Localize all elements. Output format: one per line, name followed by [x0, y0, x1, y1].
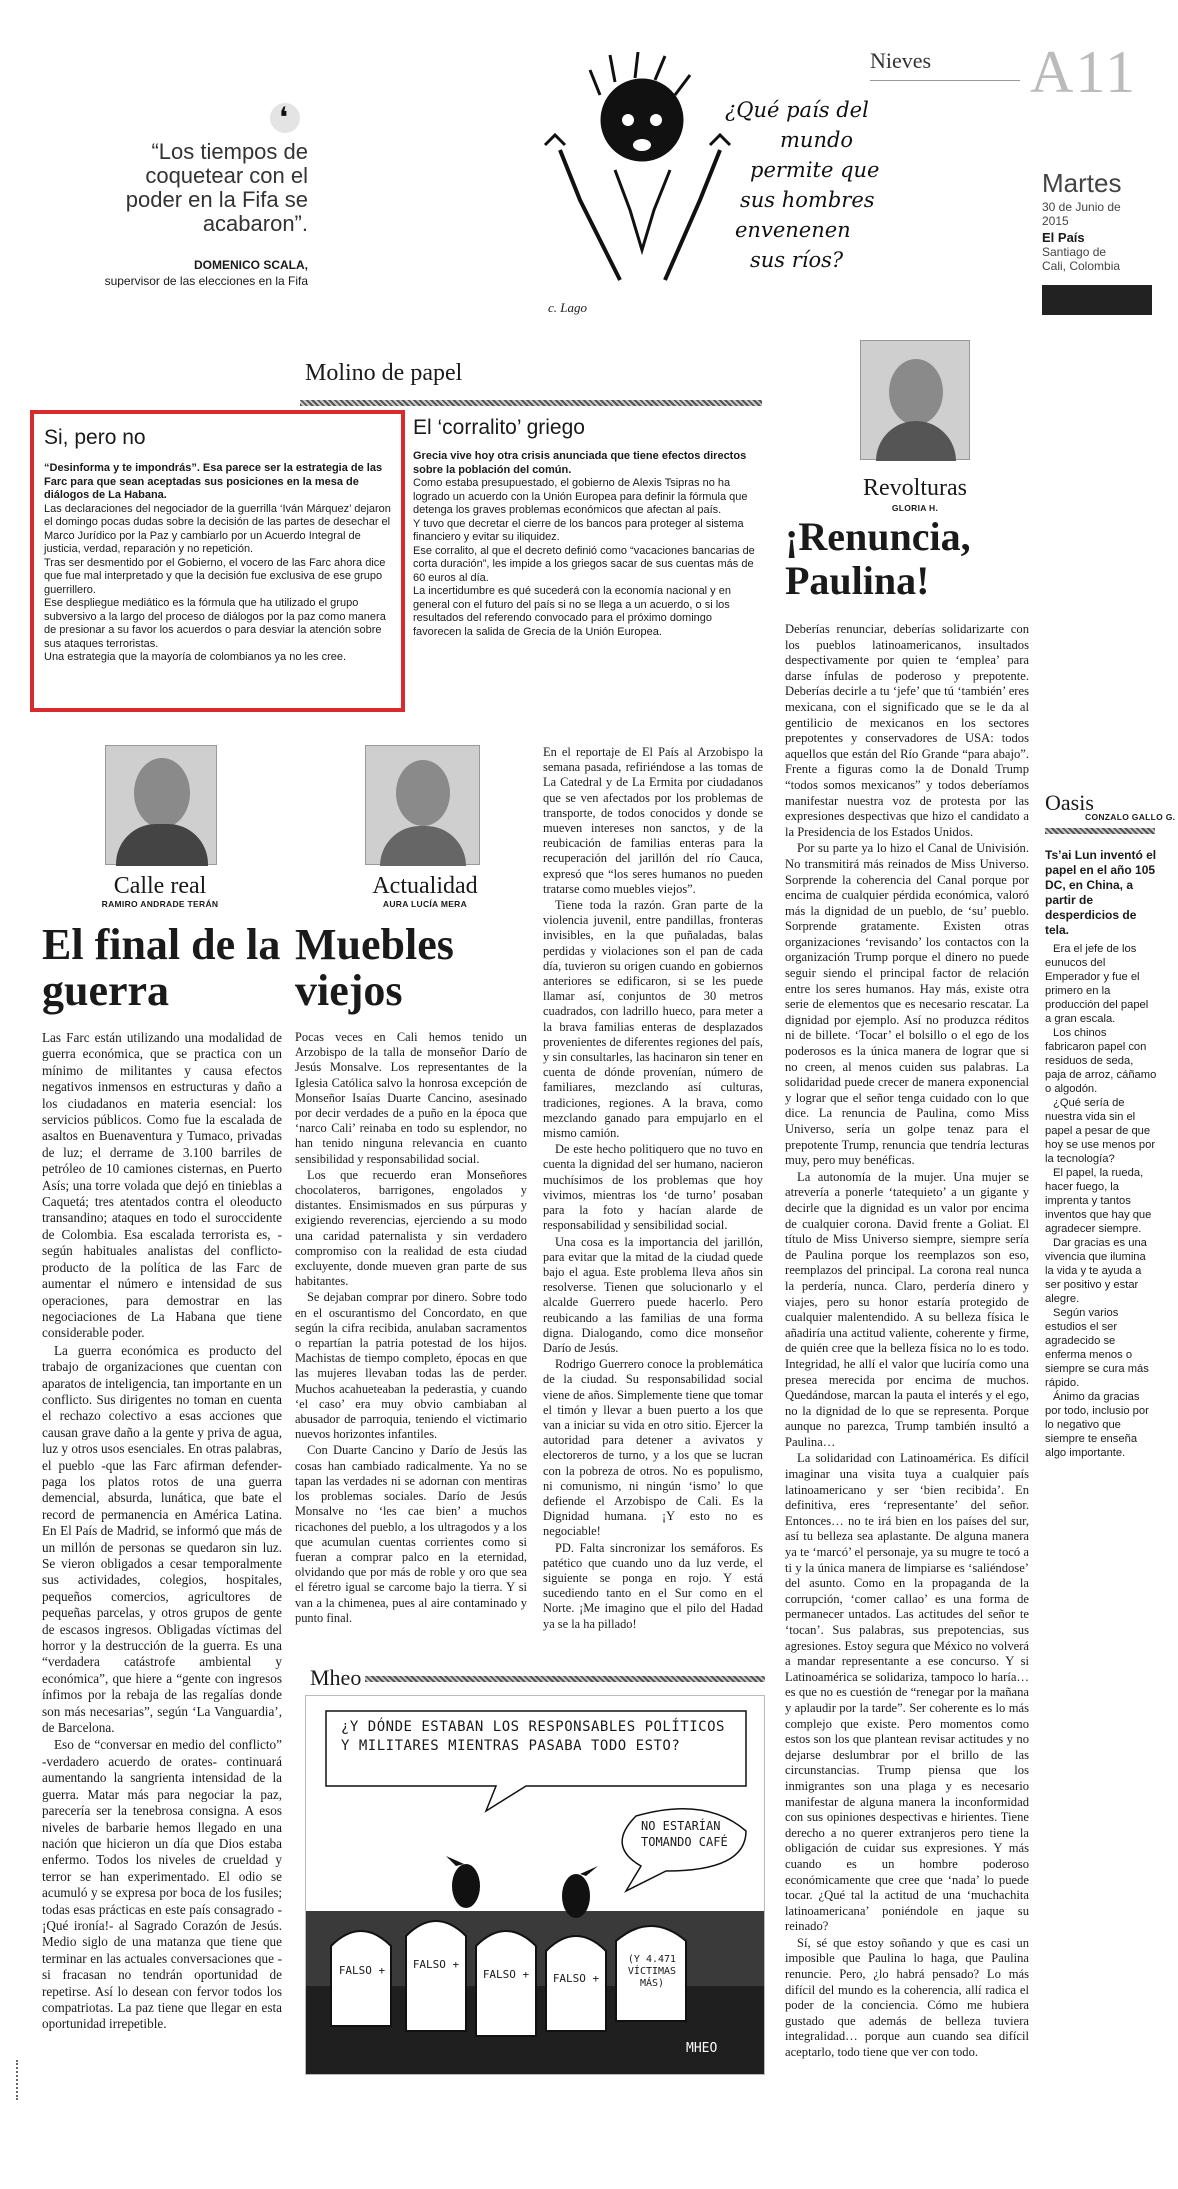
revolturas-paragraph: La autonomía de la mujer. Una mujer se atrevería a ponerle ‘tatequieto’ a un gigante y decirle que la dignidad es un valor por encima de cualquier corona. David frente a Goliat. El título de Miss Universo siempre, siempre sería de Paulina porque los reemplazos son eso, reemplazos del principal. La corona real nunca la perdería, nunca. Claro, perdería dinero y viajes, pero su honor estaría protegido de cualquier malentendido. A su belleza física le añadiría una actitud valiente, coherente y firme, de quién cree que la belleza física no lo es todo. Integridad, he allí el valor que luciría como una presea merecida por encima de muchos. Quedándose, marcan la pauta el interés y el ego, no la dignidad de lo que se representa. Porque aunque no parezca, Trump también insultó a Paulina…: [785, 1169, 1029, 1449]
mheo-bubble-1: ¿Y DÓNDE ESTABAN LOS RESPONSABLES POLÍTICOS Y MILITARES MIENTRAS PASABA TODO ESTO?: [341, 1719, 725, 1754]
mheo-last-stone-label: (Y 4.471 VÍCTIMAS MÁS): [627, 1954, 677, 1989]
actualidad-col-2: [543, 745, 763, 1633]
actualidad-paragraph: Los que recuerdo eran Monseñores chocolateros, barrigones, engolados y distantes. Ensimismados en sus púrpuras y exigiendo reverencias, ejerciendo a su modo una caridad paternalista y sin verdadero compromiso con la realidad de esta ciudad excluyente, donde mueven gran parte de sus habitantes.: [295, 1167, 527, 1289]
molino-item-2-p: Ese corralito, al que el decreto definió como “vacaciones bancarias de corta duración”, les impide a los griegos sacar de sus cuentas más de 60 euros al día.: [413, 544, 755, 584]
quote-text: “Los tiempos de coquetear con el poder en la Fifa se acabaron”.: [125, 139, 308, 236]
revolturas-portrait: [860, 340, 970, 460]
actualidad-paragraph: Pocas veces en Cali hemos tenido un Arzobispo de la talla de monseñor Darío de Jesús Monsalve. Los representantes de la Iglesia Católica salvo la honrosa excepción de Monseñor Isaías Duarte Cancino, asesinado por decir verdades de a puño en la época que ‘narco Cali’ reinaba en todo su esplendor, no han tenido ninguna relevancia en cuanto sensibilidad y responsabilidad social.: [295, 1030, 527, 1166]
molino-rule: [300, 400, 762, 406]
revolturas-author: GLORIA H.: [891, 503, 939, 513]
revolturas-headline: ¡Renuncia, Paulina!: [785, 514, 971, 603]
oasis-body: [1045, 848, 1157, 1460]
actualidad-paragraph: PD. Falta sincronizar los semáforos. Es patético que cuando uno da luz verde, el siguiente se ponga en rojo. Y está sucediendo tanto en el Sur como en el Norte. ¡Me imagino que el pilo del Hadad ya se la ha pillado!: [543, 1540, 763, 1631]
crow-icons: [446, 1856, 598, 1918]
mheo-bubble-2: NO ESTARÍAN TOMANDO CAFÉ: [641, 1819, 728, 1849]
molino-item-1-p: Ese despliegue mediático es la fórmula que ha utilizado el grupo subversivo a la largo del proceso de diálogos por la paz como manera de presionar a su favor los acuerdos o para desviar la atención sobre sus ataques terroristas.: [44, 597, 386, 650]
revolturas-paragraph: Sí, sé que estoy soñando y que es casi un imposible que Paulina lo haga, que Paulina renuncie. Pero, ¿lo habrá pensado? Lo más difícil del mundo es la coherencia, allí radica el poder de la conciencia. Cómo me hubiera gustado que además de belleza tuviera integralidad… porque aun cuando sea difícil aceptarlo, todo tiene que ver con todo.: [785, 1935, 1029, 2060]
molino-item-1-lead: “Desinforma y te impondrás”. Esa parece ser la estrategia de las Farc para que sean aceptadas sus posiciones en la mesa de diálogos de La Habana.: [44, 462, 383, 501]
actualidad-paragraph: En el reportaje de El País al Arzobispo la semana pasada, refiriéndose a las tomas de La Catedral y de La Ermita por ciudadanos que se ven afectados por los problemas de transporte, de todos conocidos y donde se mueven intereses non sanctos, y de la reubicación de familias enteras para la recuperación del jarillón del río Cauca, expresó que “los seres humanos no pueden tratarse como muebles viejos”.: [543, 745, 763, 896]
cartoon-caption: [725, 95, 925, 275]
actualidad-author: AURA LUCÍA MERA: [382, 899, 468, 909]
actualidad-paragraph: Con Duarte Cancino y Darío de Jesús las cosas han cambiado radicalmente. Ya no se tapan las verdades ni se adornan con mentiras los problemas sociales. Darío de Jesús Monsalve no ‘les cae bien’ a muchos ricachones del pueblo, a los ultragodos y a los que acumulan cuentas corrientes como si fueran a comprar palco en la eternidad, olvidando que por más de roble y oro que sea el féretro igual se carcome bajo la tierra. Y si van a la chimenea, pues al aire contaminado y punto final.: [295, 1443, 527, 1625]
header-rule: [870, 80, 1020, 81]
calle-real-portrait: [105, 745, 217, 865]
calle-real-author: RAMIRO ANDRADE TERÁN: [101, 899, 219, 909]
actualidad-paragraph: Una cosa es la importancia del jarillón, para evitar que la mitad de la ciudad quede bajo el agua. Este problema lleva años sin resolverse. Tienen que solucionarlo y el alcalde Guerrero puede hacerlo. Pero reubicando a las familias de una forma digna. Dialogando, como dice monseñor Darío de Jesús.: [543, 1234, 763, 1355]
molino-item-1-p: Tras ser desmentido por el Gobierno, el vocero de las Farc ahora dice que fue mal interpretado y que la decisión fue exclusiva de ese grupo guerrillero.: [44, 556, 386, 596]
revolturas-body: [785, 622, 1029, 2062]
molino-item-2: [405, 412, 763, 643]
calle-real-headline: El final de la guerra: [42, 920, 281, 1015]
cartoon-line: permite que: [750, 158, 880, 182]
oasis-paragraph: Era el jefe de los eunucos del Emperador y fue el primero en la producción del papel a gran escala.: [1045, 943, 1149, 1025]
margin-dots: [16, 2060, 18, 2100]
molino-title: Molino de papel: [305, 360, 463, 386]
date-bar: [1042, 285, 1152, 315]
oasis-column: Oasis: [1045, 790, 1094, 815]
oasis-lead: Ts’ai Lun inventó el papel en el año 105 DC, en China, a partir de desperdicios de tela.: [1045, 848, 1157, 937]
mheo-title: Mheo: [310, 1665, 362, 1690]
oasis-author: CONZALO GALLO G.: [1085, 812, 1176, 822]
cartoon-line: sus hombres: [740, 188, 875, 212]
revolturas-paragraph: Por su parte ya lo hizo el Canal de Univisión. No transmitirá más reinados de Miss Universo. Sorprende la coherencia del Canal porque por encima de cualquier pérdida económica, valoró más la dignidad de un pueblo, de ‘su’ pueblo. Sorprende gratamente. Existen otras organizaciones ‘revisando’ los contactos con la organización Trump porque el dinero no puede seguir siendo el principal factor de relación entre los seres humanos. Hay más, existe otra serie de elementos que es necesario rescatar. La dignidad por ejemplo. Así no produzca réditos ni de billete. ‘Tocar’ el bolsillo o el ego de los poderosos es la única manera de lograr que si no creen, al menos cuiden sus palabras. La solidaridad puede crecer de manera exponencial y lograr que el señor tenga cuidado con lo que dice. La renuncia de Paulina, como Miss Universo, sería un golpe tenaz para el prepotente Trump, renuncia que tendría lecturas muy, pero muy benéficas.: [785, 841, 1029, 1168]
revolturas-paragraph: Deberías renunciar, deberías solidarizarte con los pueblos latinoamericanos, insultados despectivamente por quien te ‘emplea’ para darse ínfulas de poderoso y prepotente. Deberías decirle a tu ‘jefe’ que tú ‘también’ eres mexicana, con el significado que se le da al gentilicio de mexicanos en los sectores prepotentes y conservadores de USA: todos aquellos que están del Río Grande “para abajo”. Frente a figuras como la de Donald Trump “todos somos mexicanos” y todos deberíamos manifestar nuestra voz de protesta por las expresiones despectivas que hizo el candidato a la Presidencia de los Estados Unidos.: [785, 622, 1029, 839]
molino-item-2-lead: Grecia vive hoy otra crisis anunciada que tiene efectos directos sobre la población del común.: [413, 450, 747, 476]
revolturas-column: Revolturas: [863, 475, 967, 501]
oasis-paragraph: El papel, la rueda, hacer fuego, la imprenta y tantos inventos que hay que agradecer siempre.: [1045, 1167, 1152, 1235]
calle-real-column: Calle real: [113, 873, 207, 899]
actualidad-paragraph: Rodrigo Guerrero conoce la problemática de la ciudad. Su responsabilidad social viene de años. Simplemente tiene que tomar el timón y llevar a buen puerto a los que van a iniciar su vida en otro sitio. Ejercer la autoridad para detener a avivatos y electoreros de turno, y a los que se lucran con la pobreza de otros. No es populismo, ni comunismo, ni ningún ‘ismo’ lo que defiende el Arzobispo de Cali. Es la Dignidad humana. ¡Y esto no es negociable!: [543, 1357, 763, 1539]
day-name: Martes: [1042, 168, 1122, 198]
cartoon-signature: c. Lago: [548, 300, 587, 315]
molino-item-1-p: Las declaraciones del negociador de la guerrilla ‘Iván Márquez’ dejaron el domingo pocas dudas sobre la decisión de las partes de desechar el Marco Jurídico por la Paz y cambiarlo por un Acuerdo Integral de justicia, verdad, reparación y no repetición.: [44, 502, 391, 555]
quote-author: DOMENICO SCALA,: [194, 258, 308, 272]
oasis-paragraph: Ánimo da gracias por todo, inclusio por lo negativo que siempre te enseña algo importante.: [1045, 1391, 1149, 1459]
section-name: Nieves: [870, 48, 932, 73]
oasis-paragraph: Según varios estudios el ser agradecido se enferma menos o siempre se cura más rápido.: [1045, 1307, 1149, 1389]
molino-item-2-p: La incertidumbre es qué sucederá con la economía nacional y en general con el futuro del país si no se llega a un acuerdo, o si los resultados del referendo convocado para el próximo domingo favorecen la salida de Grecia de la Unión Europea.: [413, 585, 731, 638]
actualidad-column: Actualidad: [372, 873, 478, 899]
oasis-paragraph: ¿Qué sería de nuestra vida sin el papel a pesar de que hoy se use menos por la tecnología?: [1045, 1097, 1156, 1165]
oasis-paragraph: Los chinos fabricaron papel con residuos de seda, paja de arroz, cáñamo o algodón.: [1045, 1027, 1157, 1095]
calle-real-paragraph: La guerra económica es producto del trabajo de organizaciones que cuentan con aparatos de inteligencia, tan importante en un conflicto. Sus dirigentes no toman en cuenta el rechazo colectivo a esas acciones que causan grave daño a la gente y priva de agua, luz y otros usos esenciales. En otras palabras, el pueblo -que las Farc afirman defender- paga los platos rotos de una guerra demencial, absurda, lunática, que bate el record de permanencia en América Latina. En El País de Madrid, se informó que más de un millón de personas se quedaron sin luz. Se vieron obligados a cesar temporalmente sus actividades, colegios, hospitales, pequeños comercios, agricultores de pequeñas parcelas, y otros grupos de gente de escasos ingresos. Obligadas víctimas del horror y la destrucción de la guerra. Es una “verdadera catástrofe ambiental y económica”, que hiere a “gente con ingresos ínfimos por la rebaja de las regalías donde son más necesarias”, según ‘La Vanguardia’, de Barcelona.: [42, 1342, 282, 1736]
molino-item-1-title: Si, pero no: [44, 426, 146, 449]
molino-item-1-p: Una estrategia que la mayoría de colombianos ya no les cree.: [44, 651, 347, 663]
cartoon-figure: [545, 52, 730, 280]
molino-item-2-p: Y tuvo que decretar el cierre de los bancos para proteger al sistema financiero y evitar su iliquidez.: [413, 517, 744, 543]
calle-real-body: [42, 1030, 282, 2034]
actualidad-headline: Muebles viejos: [295, 920, 454, 1015]
oasis-paragraph: Dar gracias es una vivencia que ilumina la vida y te ayuda a ser positivo y estar alegre.: [1045, 1237, 1147, 1305]
date-text: 30 de Junio de 2015: [1042, 200, 1121, 228]
mheo-cartoon: [305, 1695, 765, 2075]
molino-item-2-title: El ‘corralito’ griego: [413, 416, 585, 439]
cartoon-line: sus ríos?: [750, 248, 844, 272]
mheo-rule: [365, 1676, 765, 1682]
revolturas-paragraph: La solidaridad con Latinoamérica. Es difícil imaginar una visita tuya a cualquier país latinoamericano y ser ‘bien recibida’. En definitiva, eres ‘representante’ del señor. Entonces… no te irá bien en los países del sur, así tu belleza sea aplastante. De alguna manera ya te ‘marcó’ el personaje, ya su mugre te tocó a ti y la única manera de limpiarse es ‘saliéndose’ del asunto. Como en la propaganda de la corrupción, ‘comer callao’ es una forma de permanecer untados. Las actitudes del señor te ‘tocan’. Sus palabras, sus prepotencias, sus agresiones. Estoy segura que México no volverá a mandar representante a ese concurso. Y si Latinoamérica se solidariza, tampoco lo haría… es que no es cuestión de “renegar por la mañana y aplaudir por la tarde”. Ser coherente es lo más complejo que existe. Pero momentos como estos son los que plantean revisar actitudes y no dejarse deslumbrar por el brillo de las circunstancias. Trump piensa que los inmigrantes son una plaga y es necesario manifestar de alguna manera la inconformidad con sus opiniones despectivas e hirientes. Tiene derecho a no querer extranjeros pero tiene la obligación de cuidar sus expresiones. Y más cuando es un hombre poderoso económicamente que cree que ‘nada’ lo puede tocar. ¿Qué tal la actitud de una ‘muchachita latinoamericana’ poniéndole en jaque su reinado?: [785, 1451, 1029, 1934]
mheo-stone-label: FALSO +: [552, 1972, 600, 1985]
cartoon-line: ¿Qué país del: [725, 98, 869, 122]
mheo-stone-label: FALSO +: [412, 1958, 460, 1971]
actualidad-col-1: [295, 1030, 527, 1627]
actualidad-paragraph: Se dejaban comprar por dinero. Sobre todo en el oscurantismo del Concordato, en que según la cifra recibida, anulaban sacramentos o repartían la patria potestad de los hijos. Machistas de tiempo completo, épocas en que las mujeres llevaban todas las de perder. Muchos acahueteaban la pederastia, y cuando ‘el caso’ era muy obvio cambiaban al abusador de parroquia, teniendo el victimario nuevos horizontes infantiles.: [295, 1290, 527, 1442]
city-text: Santiago de Cali, Colombia: [1042, 245, 1121, 273]
actualidad-paragraph: De este hecho politiquero que no tuvo en cuenta la dignidad del ser humano, nacieron muchísimos de los problemas que hoy vivimos, mientras los ‘de turno’ posaban para la foto y hacían alarde de responsabilidad y sensibilidad social.: [543, 1142, 763, 1233]
mheo-signature: MHEO: [686, 2041, 718, 2056]
quote-role: supervisor de las elecciones en la Fifa: [104, 274, 308, 288]
page-number: A11: [1030, 39, 1138, 105]
molino-item-1: [30, 410, 405, 712]
calle-real-paragraph: Las Farc están utilizando una modalidad de guerra económica, que se practica con un mínimo de militantes y causa efectos negativos inmensos en estructuras y daño a los ciudadanos en materia esencial: los servicios públicos. Como fue la escalada de asaltos en Buenaventura y Tumaco, privadas de luz; el derrame de 3.100 barriles de petróleo de 10 camiones cisternas, en Puerto Asís; una torre volada que dejó en tinieblas a Caquetá; tres atentados contra el oleoducto transandino; ataques en todo el suroccidente de Colombia. Esa escalada terrorista es, -según habituales analistas del conflicto- producto de la política de las Farc de aumentar el número e intensidad de sus operaciones, para demostrar en las negociaciones de La Habana que tiene considerable poder.: [42, 1030, 282, 1341]
calle-real-paragraph: Eso de “conversar en medio del conflicto” -verdadero acuerdo de orates- continuará aumentando la sangrienta intensidad de la guerra. Matar más para negociar la paz, parecería ser la tenebrosa consigna. A esos niveles de barbarie hemos llegado en una nación que hicieron un día que Dios estaba enfermo. Todos los niveles de crueldad y terror se han experimentado. El odio se acumuló y se expresa por boca de los fusiles; todas esas prácticas en este país consagrado -¡Qué ironía!- al Sagrado Corazón de Jesús. Medio siglo de una matanza que tiene que terminar en las actuales conversaciones que -si fracasan no tendrán oportunidad de repetirse. Así lo desean con fervor todos los compatriotas. La paz tiene que llegar en esta oportunidad irrepetible.: [42, 1737, 282, 2032]
molino-item-2-p: Como estaba presupuestado, el gobierno de Alexis Tsipras no ha logrado un acuerdo con la Unión Europea para definir la fórmula que detenga los graves problemas económicos que afectan al país.: [413, 477, 748, 516]
oasis-rule: [1045, 828, 1155, 834]
actualidad-paragraph: Tiene toda la razón. Gran parte de la violencia juvenil, entre pandillas, fronteras invisibles, en la que puñaladas, balas perdidas y violaciones son el pan de cada día, tuvieron su origen cuando en gobiernos anteriores se edificaron, si se les puede llamar así, conjuntos de 30 metros cuadrados, con ladrillo hueco, para meter a la brava familias enteras de desplazados provenientes de diferentes regiones del país, y sin consultarles, las hacinaron sin tener en cuenta de dónde provenían, número de familiares, mezclando así culturas, tradiciones, regiones. A la brava, como mezclando ganado para empujarlo en el mismo camión.: [543, 898, 763, 1141]
quote-mark-icon: ❛: [270, 103, 300, 133]
mheo-stone-label: FALSO +: [338, 1964, 386, 1977]
cartoon-line: mundo: [780, 128, 854, 152]
paper-name: El País: [1042, 230, 1085, 245]
cartoon-line: envenenen: [735, 218, 851, 242]
mheo-stone-label: FALSO +: [482, 1968, 530, 1981]
